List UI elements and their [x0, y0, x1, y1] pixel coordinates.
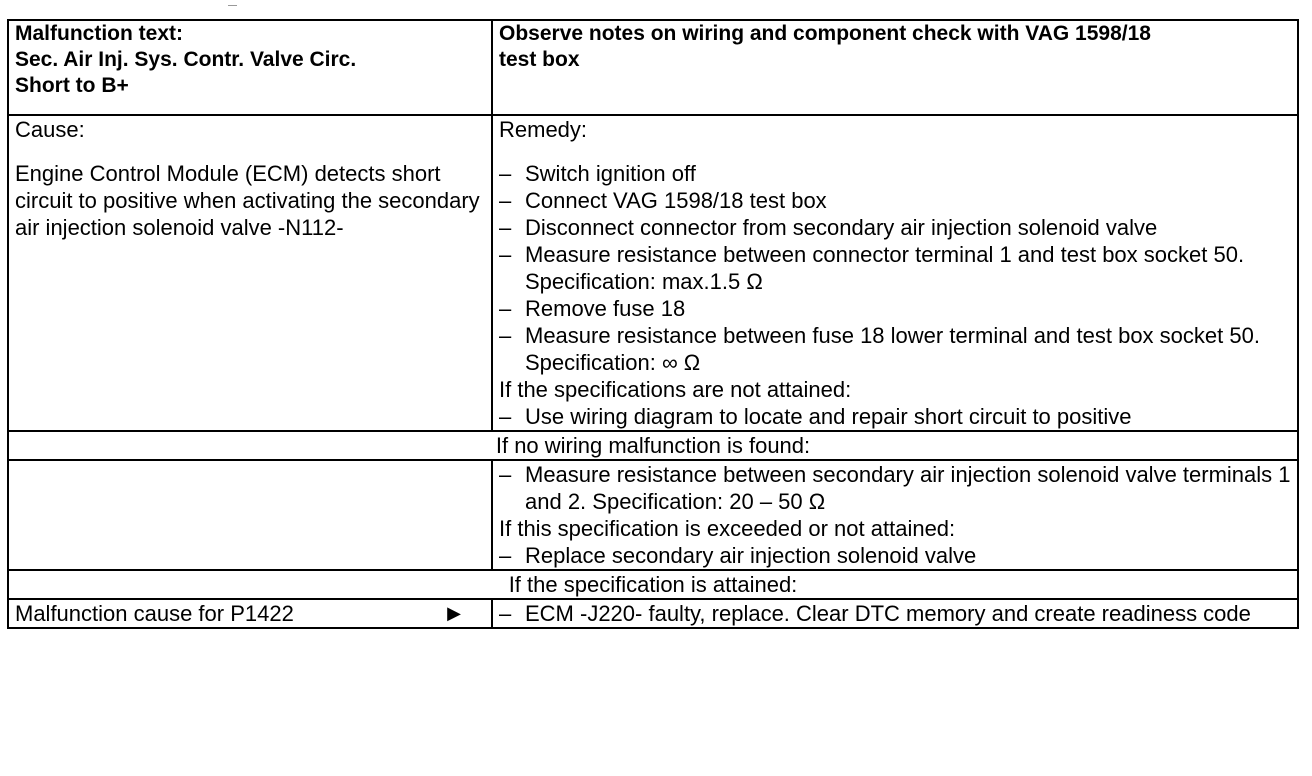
- observe-notes-line-2: test box: [499, 48, 580, 71]
- final-steps: [499, 600, 1291, 627]
- cause-text: Engine Control Module (ECM) detects short circuit to positive when activating the secondary air injection solenoid valve -N112-: [15, 161, 480, 240]
- remedy-step: – Measure resistance between fuse 18 lower terminal and test box socket 50. Specification: ∞ Ω: [499, 322, 1291, 376]
- no-wiring-malfunction-row: [8, 431, 1298, 460]
- condition-step: – Use wiring diagram to locate and repair short circuit to positive: [499, 403, 1291, 430]
- malfunction-text-line-2: Short to B+: [15, 74, 129, 97]
- component-step: – Measure resistance between secondary air injection solenoid valve terminals 1 and 2. Specification: 20 – 50 Ω: [499, 461, 1291, 515]
- diagnostic-table: [7, 19, 1299, 629]
- remedy-cell: [492, 115, 1298, 431]
- scan-speck: [228, 5, 237, 6]
- observe-notes-cell: [492, 20, 1298, 115]
- final-remedy-cell: [492, 599, 1298, 628]
- remedy-step: – Disconnect connector from secondary air injection solenoid valve: [499, 214, 1291, 241]
- cause-cell: [8, 115, 492, 431]
- remedy-step: – Remove fuse 18: [499, 295, 1291, 322]
- replace-steps: [499, 542, 1291, 569]
- malfunction-label: Malfunction text:: [15, 22, 183, 45]
- observe-notes-line-1: Observe notes on wiring and component check with VAG 1598/18: [499, 22, 1151, 45]
- empty-cell: [8, 460, 492, 570]
- final-step: – ECM -J220- faulty, replace. Clear DTC memory and create readiness code: [499, 600, 1291, 627]
- cause-remedy-row: [8, 115, 1298, 431]
- condition-note: If the specifications are not attained:: [499, 377, 852, 402]
- no-wiring-malfunction-text: If no wiring malfunction is found:: [8, 431, 1298, 460]
- remedy-label: Remedy:: [499, 117, 588, 142]
- remedy-steps: [499, 160, 1291, 376]
- remedy-step: – Switch ignition off: [499, 160, 1291, 187]
- component-check-row: [8, 460, 1298, 570]
- condition-steps: [499, 403, 1291, 430]
- malfunction-text-line-1: Sec. Air Inj. Sys. Contr. Valve Circ.: [15, 48, 357, 71]
- final-cause-row: [8, 599, 1298, 628]
- spec-attained-row: [8, 570, 1298, 599]
- spec-attained-text: If the specification is attained:: [8, 570, 1298, 599]
- remedy-step: – Connect VAG 1598/18 test box: [499, 187, 1291, 214]
- cause-label: Cause:: [15, 117, 85, 142]
- replace-step: – Replace secondary air injection solenoid valve: [499, 542, 1291, 569]
- arrow-right-icon: ▶: [447, 603, 461, 623]
- spec-condition-note: If this specification is exceeded or not attained:: [499, 516, 956, 541]
- header-row: [8, 20, 1298, 115]
- final-cause-cell: [8, 599, 492, 628]
- component-steps: [499, 461, 1291, 515]
- final-cause-text: Malfunction cause for P1422: [15, 601, 294, 626]
- remedy-step: – Measure resistance between connector terminal 1 and test box socket 50. Specification: max.1.5 Ω: [499, 241, 1291, 295]
- component-check-cell: [492, 460, 1298, 570]
- malfunction-text-cell: [8, 20, 492, 115]
